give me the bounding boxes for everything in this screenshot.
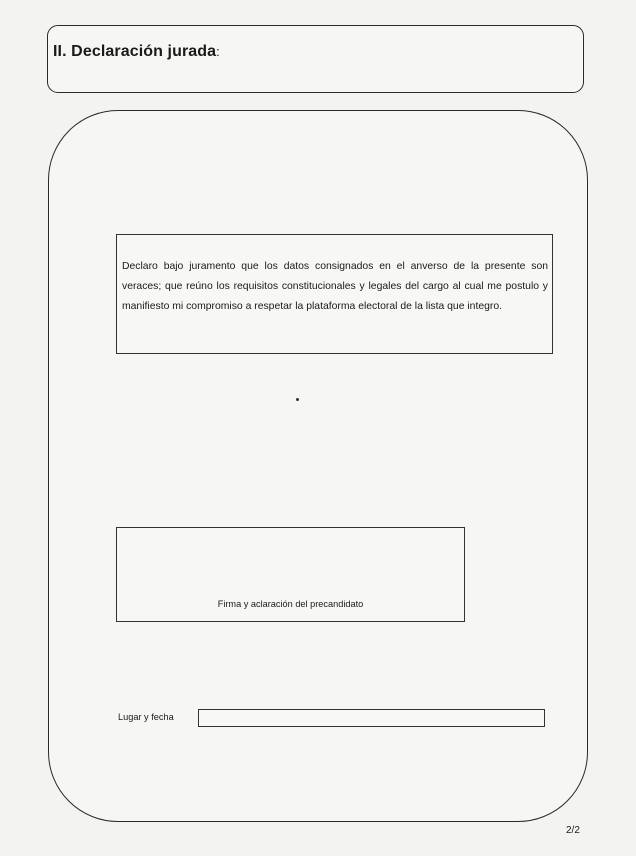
place-date-field[interactable] — [198, 709, 545, 727]
signature-label: Firma y aclaración del precandidato — [217, 599, 364, 609]
section-header — [47, 25, 584, 93]
declaration-text: Declaro bajo juramento que los datos consignados en el anverso de la presente son veraces; que reúno los requisitos constitucionales y legales del cargo al cual me postulo y manifiesto mi compromiso a respetar la plataforma electoral de la lista que integro. — [122, 261, 548, 313]
section-title-colon: : — [216, 44, 220, 59]
page-number: 2/2 — [566, 825, 580, 836]
section-title — [53, 43, 220, 61]
section-title-text: II. Declaración jurada — [53, 43, 217, 60]
stray-dot — [296, 398, 299, 401]
place-date-label: Lugar y fecha — [118, 712, 174, 722]
declaration-box — [116, 234, 553, 354]
signature-box[interactable] — [116, 527, 465, 622]
